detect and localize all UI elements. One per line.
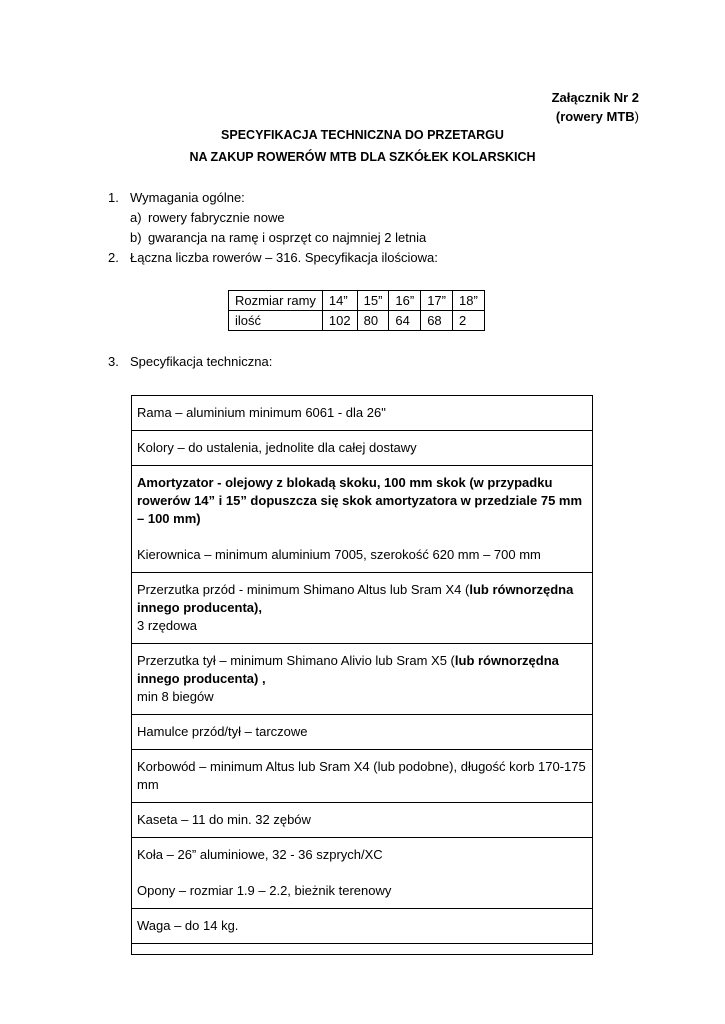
requirements-list [108, 188, 438, 268]
spec-rear-derailleur [132, 644, 593, 715]
spec-crankset: Korbowód – minimum Altus lub Sram X4 (lub podobne), długość korb 170-175 mm [132, 750, 593, 803]
table-cell: 16” [389, 291, 421, 311]
list-number: 3. [108, 354, 119, 369]
table-cell: 15” [357, 291, 389, 311]
spacer [137, 864, 587, 882]
spec-frame: Rama – aluminium minimum 6061 - dla 26" [132, 396, 593, 431]
attachment-subtitle-close: ) [634, 109, 639, 124]
attachment-number: Załącznik Nr 2 [551, 90, 639, 105]
spec-cell [132, 466, 593, 573]
list-letter: b) [130, 230, 142, 245]
spec-cell [132, 838, 593, 909]
spec-tires: Opony – rozmiar 1.9 – 2.2, bieżnik terenowy [137, 883, 392, 898]
list-subitem [108, 208, 438, 228]
quantity-table [228, 290, 485, 331]
spacer [137, 528, 587, 546]
spec-empty-cell [132, 944, 593, 955]
list-letter: a) [130, 210, 142, 225]
list-text: Wymagania ogólne: [130, 190, 245, 205]
table-row [132, 944, 593, 955]
table-row [132, 431, 593, 466]
attachment-subtitle-text: (rowery MTB [555, 109, 635, 124]
spec-suspension: Amortyzator - olejowy z blokadą skoku, 100 mm skok (w przypadku rowerów 14” i 15” dopuszcza się skok amortyzatora w przedziale 75 mm – 100 mm) [137, 475, 583, 526]
list-text: gwarancja na ramę i osprzęt co najmniej 2 letnia [148, 230, 427, 245]
title-line-1: SPECYFIKACJA TECHNICZNA DO PRZETARGU [221, 128, 504, 142]
title-line-2: NA ZAKUP ROWERÓW MTB DLA SZKÓŁEK KOLARSKICH [189, 150, 536, 164]
table-header-cell: Rozmiar ramy [229, 291, 323, 311]
list-item [108, 248, 438, 268]
document-title [0, 124, 725, 168]
attachment-label [552, 88, 639, 126]
table-cell: 68 [421, 311, 453, 331]
list-text: Specyfikacja techniczna: [130, 354, 273, 369]
spec-brakes: Hamulce przód/tył – tarczowe [132, 715, 593, 750]
spec-text: 3 rzędowa [137, 618, 197, 633]
technical-spec-table [131, 395, 593, 955]
table-cell: 64 [389, 311, 421, 331]
list-text: Łączna liczba rowerów – 316. Specyfikacja ilościowa: [130, 250, 438, 265]
spec-text: Przerzutka tył – minimum Shimano Alivio lub Sram X5 ( [137, 653, 455, 668]
spec-front-derailleur [132, 573, 593, 644]
table-row [132, 750, 593, 803]
table-row [132, 803, 593, 838]
list-text: rowery fabrycznie nowe [148, 210, 285, 225]
table-cell: 102 [322, 311, 357, 331]
table-row [229, 291, 485, 311]
table-row [132, 644, 593, 715]
table-row [132, 715, 593, 750]
table-row [229, 311, 485, 331]
spec-wheels: Koła – 26” aluminiowe, 32 - 36 szprych/XC [137, 847, 383, 862]
spec-cassette: Kaseta – 11 do min. 32 zębów [132, 803, 593, 838]
list-item [108, 188, 438, 208]
table-cell: 14” [322, 291, 357, 311]
table-cell: 80 [357, 311, 389, 331]
spec-handlebar: Kierownica – minimum aluminium 7005, szerokość 620 mm – 700 mm [137, 547, 541, 562]
table-row [132, 909, 593, 944]
spec-equivalent-note: lub równorzędna innego producenta), [137, 582, 574, 615]
table-row [132, 838, 593, 909]
table-row [132, 396, 593, 431]
spec-weight: Waga – do 14 kg. [132, 909, 593, 944]
spec-equivalent-note: lub równorzędna innego producenta) , [137, 653, 559, 686]
spec-text: min 8 biegów [137, 689, 214, 704]
list-item [108, 354, 272, 369]
spec-colors: Kolory – do ustalenia, jednolite dla całej dostawy [132, 431, 593, 466]
list-subitem [108, 228, 438, 248]
list-number: 2. [108, 250, 119, 265]
table-cell: 18” [453, 291, 485, 311]
list-number: 1. [108, 190, 119, 205]
table-header-cell: ilość [229, 311, 323, 331]
table-cell: 17” [421, 291, 453, 311]
spec-text: Przerzutka przód - minimum Shimano Altus lub Sram X4 ( [137, 582, 470, 597]
table-row [132, 466, 593, 573]
table-cell: 2 [453, 311, 485, 331]
table-row [132, 573, 593, 644]
